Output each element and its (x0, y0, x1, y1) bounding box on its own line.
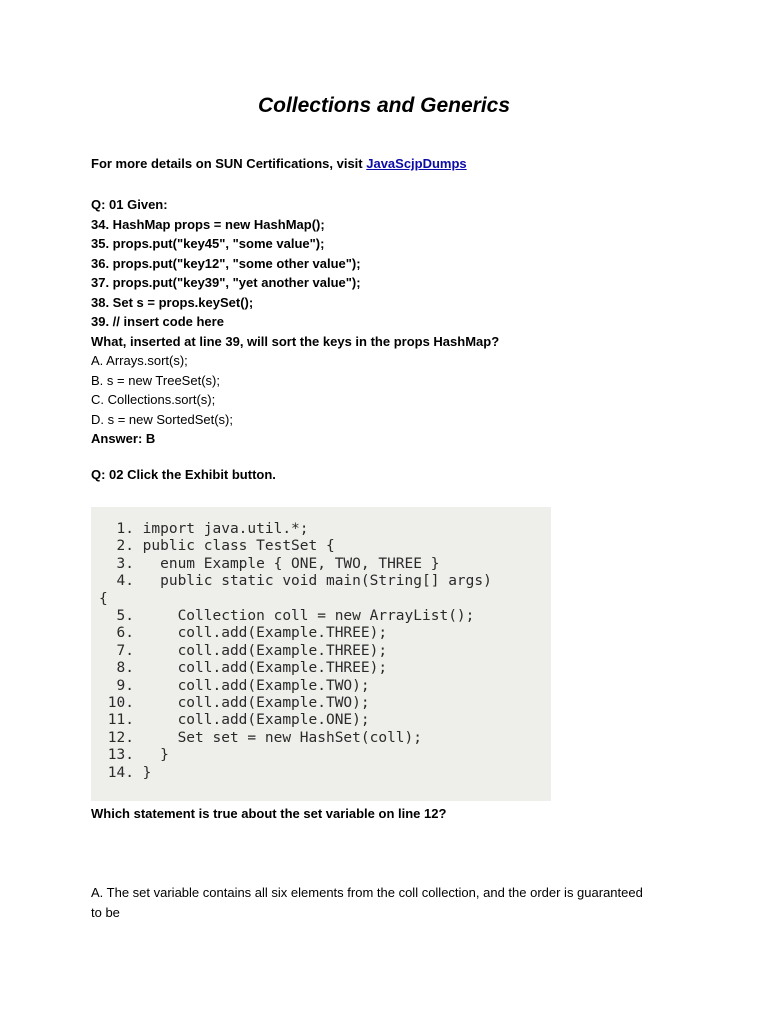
exhibit-code-image (91, 507, 551, 801)
q2-question: Which statement is true about the set variable on line 12? (91, 806, 447, 821)
q2-heading: Q: 02 Click the Exhibit button. (91, 467, 276, 482)
q1-question: What, inserted at line 39, will sort the keys in the props HashMap? (91, 333, 500, 349)
q1-option-d: D. s = new SortedSet(s); (91, 411, 233, 427)
q1-code-line: 39. // insert code here (91, 314, 224, 329)
exhibit-line: 9. coll.add(Example.TWO); (99, 677, 370, 694)
exhibit-line: 1. import java.util.*; (99, 521, 309, 537)
exhibit-line: 11. coll.add(Example.ONE); (99, 712, 370, 729)
exhibit-line: 10. coll.add(Example.TWO); (99, 695, 370, 712)
javascjpdumps-link[interactable]: JavaScjpDumps (366, 156, 467, 171)
exhibit-line: 7. coll.add(Example.THREE); (99, 642, 388, 659)
q1-code-line: 36. props.put("key12", "some other value"); (91, 255, 361, 271)
exhibit-line: { (99, 590, 108, 607)
q1-option-b: B. s = new TreeSet(s); (91, 372, 220, 388)
exhibit-line: 2. public class TestSet { (99, 538, 335, 555)
exhibit-line: 8. coll.add(Example.THREE); (99, 660, 388, 677)
exhibit-line: 12. Set set = new HashSet(coll); (99, 729, 423, 746)
exhibit-line: 3. enum Example { ONE, TWO, THREE } (99, 555, 440, 572)
exhibit-line: 14. } (99, 764, 152, 781)
q1-answer: Answer: B (91, 431, 156, 446)
page-title: Collections and Generics (257, 94, 511, 117)
exhibit-line: 13. } (99, 747, 169, 764)
q1-code-line: 38. Set s = props.keySet(); (91, 294, 254, 310)
exhibit-line: 4. public static void main(String[] args) (99, 573, 492, 590)
exhibit-code (99, 521, 492, 782)
q1-option-a: A. Arrays.sort(s); (91, 353, 188, 368)
q1-code-line: 34. HashMap props = new HashMap(); (91, 216, 325, 232)
q1-code-line: 37. props.put("key39", "yet another value"); (91, 275, 361, 290)
q2-option-a: A. The set variable contains all six elements from the coll collection, and the order is guaranteed to be (91, 885, 643, 920)
intro-text: For more details on SUN Certifications, visit (91, 156, 367, 171)
intro-line (91, 156, 467, 171)
q1-heading: Q: 01 Given: (91, 197, 168, 212)
question-1 (91, 195, 691, 449)
q1-option-c: C. Collections.sort(s); (91, 392, 216, 407)
exhibit-line: 5. Collection coll = new ArrayList(); (99, 608, 475, 625)
exhibit-line: 6. coll.add(Example.THREE); (99, 625, 388, 642)
q1-code-line: 35. props.put("key45", "some value"); (91, 236, 325, 251)
